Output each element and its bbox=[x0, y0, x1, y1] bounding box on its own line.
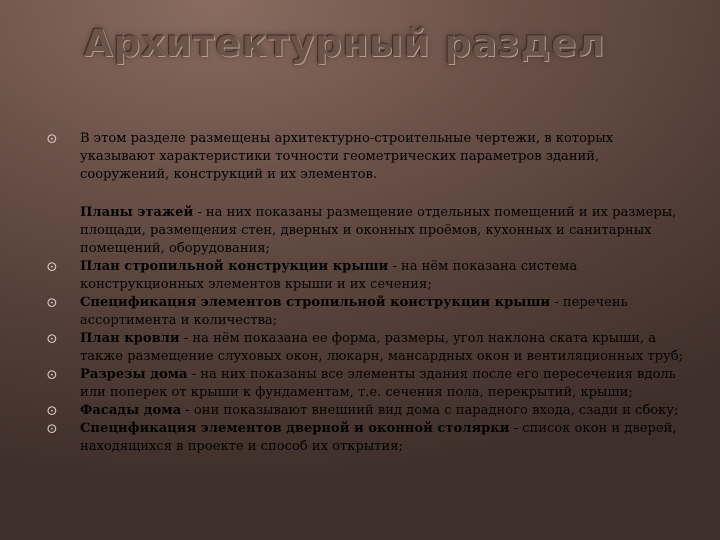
bullet-icon: ⊙ bbox=[46, 295, 58, 311]
bullet-icon: ⊙ bbox=[46, 367, 58, 383]
item-term: План стропильной конструкции крыши bbox=[80, 259, 389, 274]
item-description: - перечень ассортимента и количества; bbox=[80, 295, 628, 328]
bullet-icon: ⊙ bbox=[46, 259, 58, 275]
intro-emphasis: архитектурно-строительные чертежи bbox=[274, 131, 536, 146]
item-term: Спецификация элементов дверной и оконной столярки bbox=[80, 421, 510, 436]
list-item-floor-plans bbox=[0, 204, 720, 258]
item-description: - на нём показана ее форма, размеры, угол наклона ската крыши, а также размещение слуховых окон, люкарн, мансардных окон и вентиляционных труб; bbox=[80, 331, 684, 364]
item-description: - на нём показана система конструкционных элементов крыши и их сечения; bbox=[80, 259, 578, 292]
bullet-icon: ⊙ bbox=[46, 421, 58, 437]
item-term: Спецификация элементов стропильной конструкции крыши bbox=[80, 295, 551, 310]
item-term: Разрезы дома bbox=[80, 367, 188, 382]
item-description: - список окон и дверей, находящихся в проекте и способ их открытия; bbox=[80, 421, 677, 454]
list-item-rafter-plan bbox=[0, 258, 720, 294]
list-item-joinery-spec bbox=[0, 420, 720, 456]
list-item-facades bbox=[0, 402, 720, 420]
slide-title: Архитектурный раздел bbox=[84, 22, 606, 65]
bullet-icon: ⊙ bbox=[46, 403, 58, 419]
intro-text-end: , в которых указывают характеристики точности геометрических параметров зданий, сооружений, конструкций и их элементов. bbox=[80, 131, 614, 182]
list-item-sections bbox=[0, 366, 720, 402]
bullet-icon: ⊙ bbox=[46, 331, 58, 347]
slide-content bbox=[0, 130, 720, 456]
item-term: Фасады дома bbox=[80, 403, 182, 418]
item-description: - на них показаны размещение отдельных помещений и их размеры, площади, размещения стен, дверных и оконных проёмов, кухонных и санитарных помещений, оборудования; bbox=[80, 205, 677, 256]
item-term: Планы этажей bbox=[80, 205, 194, 220]
bullet-icon: ⊙ bbox=[46, 131, 58, 147]
item-description: - они показывают внешний вид дома с парадного входа, сзади и сбоку; bbox=[181, 403, 679, 418]
item-term: План кровли bbox=[80, 331, 180, 346]
item-description: - на них показаны все элементы здания после его пересечения вдоль или поперек от крыши к фундаментам, т.е. сечения пола, перекрытий, крыши; bbox=[80, 367, 676, 400]
list-item-rafter-spec bbox=[0, 294, 720, 330]
intro-paragraph bbox=[0, 130, 720, 184]
list-item-roof-plan bbox=[0, 330, 720, 366]
intro-text-start: В этом разделе размещены bbox=[80, 131, 275, 146]
